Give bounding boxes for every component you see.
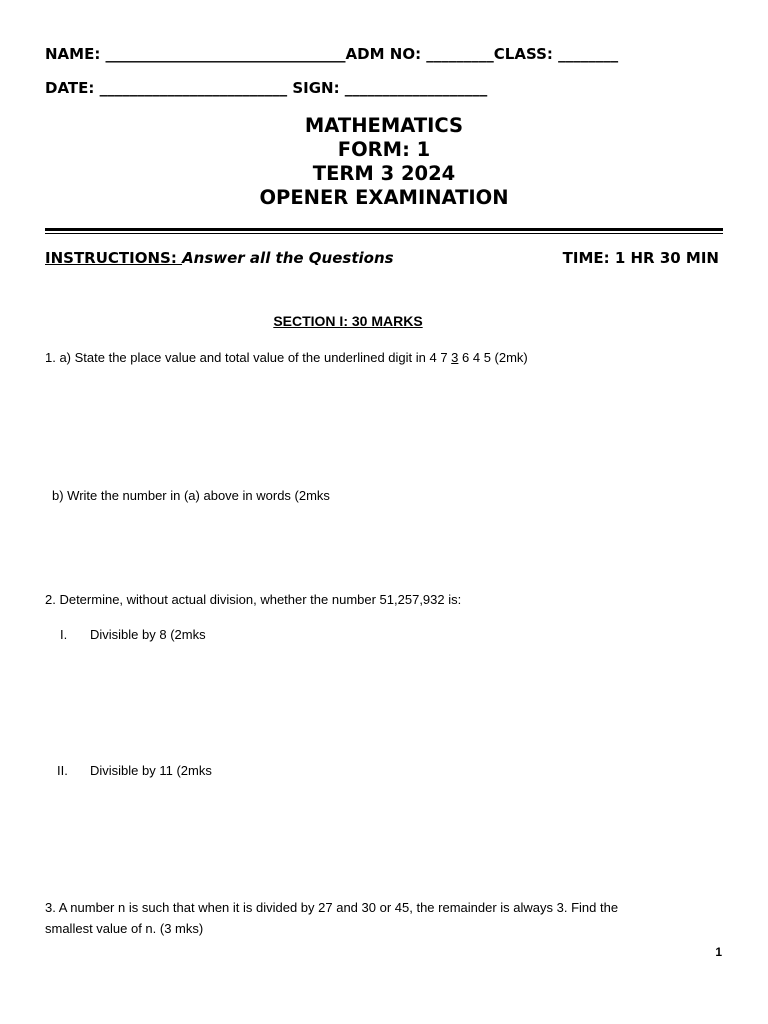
subject-title: MATHEMATICS bbox=[304, 114, 464, 137]
question-2-ii-number: II. bbox=[57, 763, 68, 778]
date-sign-line: DATE: _________________________ SIGN: ___________________ bbox=[45, 79, 488, 97]
name-adm-class-line: NAME: ________________________________ADM NO: _________CLASS: ________ bbox=[45, 45, 619, 63]
page-number: 1 bbox=[715, 945, 722, 959]
instructions-text: Answer all the Questions bbox=[182, 249, 394, 267]
exam-time: TIME: 1 HR 30 MIN bbox=[562, 249, 719, 267]
question-2-i: Divisible by 8 (2mks bbox=[90, 627, 206, 642]
question-2: 2. Determine, without actual division, whether the number 51,257,932 is: bbox=[45, 592, 462, 607]
instructions bbox=[45, 249, 394, 267]
exam-title: OPENER EXAMINATION bbox=[259, 186, 509, 209]
instructions-label: INSTRUCTIONS: bbox=[45, 249, 183, 267]
header-divider-thick bbox=[45, 228, 723, 231]
question-3-line-2: smallest value of n. (3 mks) bbox=[45, 921, 204, 936]
section-title: SECTION I: 30 MARKS bbox=[273, 313, 423, 329]
question-3-line-1: 3. A number n is such that when it is divided by 27 and 30 or 45, the remainder is always 3. Find the bbox=[45, 900, 619, 915]
question-2-i-number: I. bbox=[60, 627, 68, 642]
underlined-digit: 3 bbox=[451, 350, 459, 365]
question-1a-prefix: 1. a) State the place value and total value of the underlined digit in 4 7 bbox=[45, 350, 452, 365]
header-divider-thin bbox=[45, 233, 723, 234]
term-title: TERM 3 2024 bbox=[312, 162, 456, 185]
question-1b: b) Write the number in (a) above in words (2mks bbox=[52, 488, 330, 503]
question-2-ii: Divisible by 11 (2mks bbox=[90, 763, 212, 778]
question-1a bbox=[45, 350, 528, 365]
question-1a-suffix: 6 4 5 (2mk) bbox=[458, 350, 528, 365]
form-title: FORM: 1 bbox=[337, 138, 431, 161]
